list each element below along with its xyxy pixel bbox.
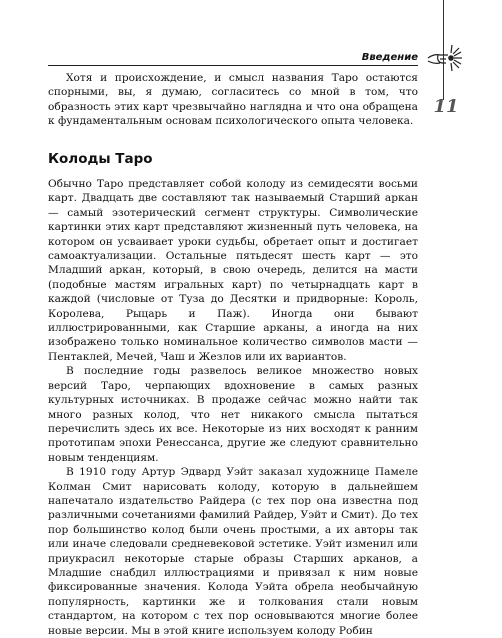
section-body [48, 177, 418, 638]
running-head-title: Введение [361, 52, 418, 63]
intro-text [48, 71, 418, 129]
running-head [48, 45, 418, 66]
body-paragraph: В 1910 году Артур Эдвард Уэйт заказал художнице Памеле Колман Смит нарисовать колоду, которую в дальнейшем напечатало издательство Райдера (с тех пор она известна под различными сочетаниями фамилий Райдер, Уэйт и Смит). До тех пор большинство колод были очень простыми, а их авторы так или иначе следовали средневековой эстетике. Уэйт изменил или приукрасил некоторые старые образы Старших арканов, а Младшие снабдил иллюстрациями и привязал к ним новые фиксированные значения. Колода Уэйта обрела необычайную популярность, картинки же и толкования стали новым стандартом, на котором с тех пор основываются многие более новые версии. Мы в этой книге используем колоду Робин [48, 466, 418, 637]
body-paragraph: В последние годы развелось великое множество новых версий Таро, черпающих вдохновение в самых разных культурных источниках. В продаже сейчас можно найти так много разных колод, что нет никакого смысла пытаться перечислить здесь их все. Некоторые из них восходят к ранним прототипам эпохи Ренессанса, другие же следуют сравнительно новым тенденциям. [48, 365, 418, 464]
body-paragraph: Обычно Таро представляет собой колоду из семидесяти восьми карт. Двадцать две составляют так называемый Старший аркан — самый эзотерический сегмент структуры. Символические картинки этих карт представляют жизненный путь человека, на котором он усваивает уроки судьбы, обретает опыт и достигает самоактуализации. Остальные пятьдесят шесть карт — это Младший аркан, который, в свою очередь, делится на масти (подобные мастям игральных карт) по четырнадцать карт в каждой (числовые от Туза до Десятки и придворные: Король, Королева, Рыцарь и Паж). Иногда они бывают иллюстрированными, как Старшие арканы, а иногда на них изображено только номинальное количество символов масти — Пентаклей, Мечей, Чаш и Жезлов или их вариантов. [48, 178, 418, 363]
page-number: 11 [433, 96, 459, 117]
pointing-hand-icon [424, 38, 464, 78]
intro-paragraph: Хотя и происхождение, и смысл названия Таро остаются спорными, вы, я думаю, согласитесь со мной в том, что образность этих карт чрезвычайно наглядна и что она обращена к фундаментальным основам психологического опыта человека. [48, 72, 418, 128]
section-heading: Колоды Таро [48, 151, 153, 167]
